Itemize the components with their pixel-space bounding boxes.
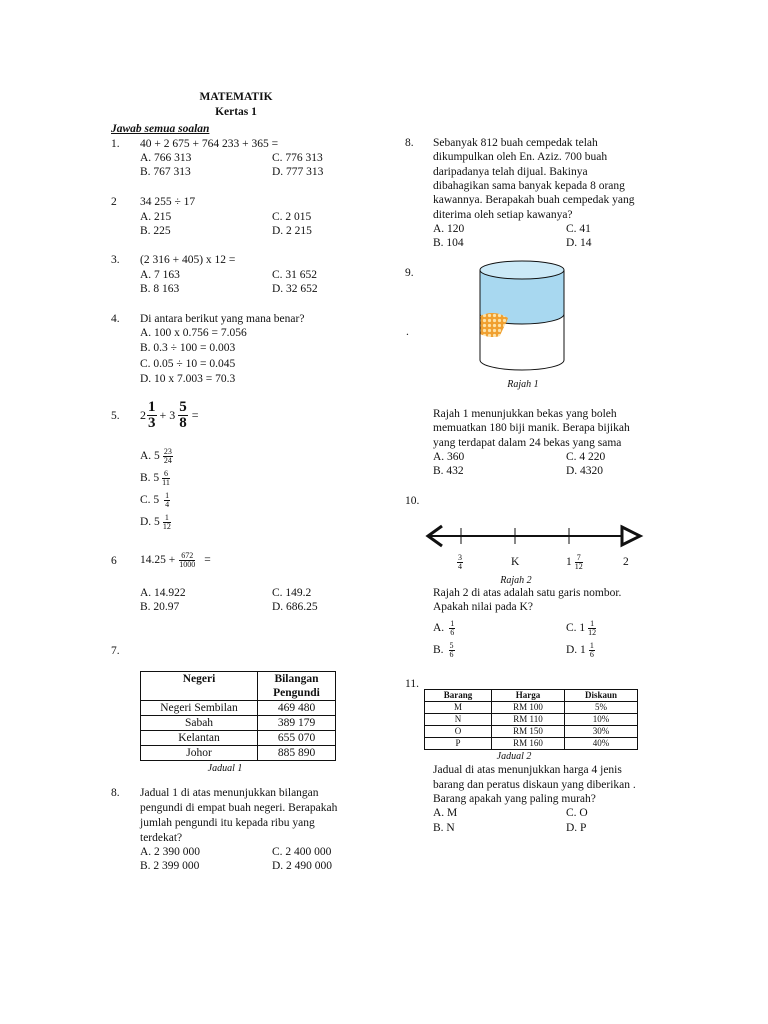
option-d: D. 1 $\frac{1}{6}$ [566, 640, 594, 659]
table-cell: Johor [141, 746, 258, 761]
question-text-line: pengundi di empat buah negeri. Berapakah [140, 802, 338, 814]
option-b: B. 432 [433, 465, 464, 477]
number-line [420, 520, 650, 550]
option-c: C. 31 652 [272, 269, 318, 281]
option-b: B. 767 313 [140, 166, 191, 178]
table-cell: O [425, 726, 492, 738]
question-text-line: barang dan peratus diskaun yang diberikan . [433, 779, 636, 791]
question-number: 6 [111, 555, 117, 567]
container-top [480, 261, 564, 279]
question-stem: 40 + 2 675 + 764 233 + 365 = [140, 138, 279, 150]
option-b: B. 225 [140, 225, 171, 237]
column-header: Negeri [141, 672, 258, 701]
right-arrow-icon [622, 527, 640, 545]
voters-table [140, 671, 336, 761]
question-text-line: diterima oleh setiap kawanya? [433, 209, 573, 221]
paper-label: Kertas 1 [215, 106, 257, 118]
tick-label: 2 [623, 556, 629, 568]
table-row [425, 738, 638, 750]
table-cell: 5% [565, 702, 638, 714]
table-header-row [141, 672, 336, 701]
table-cell: Sabah [141, 716, 258, 731]
column-header: Diskaun [565, 690, 638, 702]
question-stem: 34 255 ÷ 17 [140, 196, 196, 208]
table-cell: P [425, 738, 492, 750]
option-d: D. P [566, 822, 587, 834]
table-row [425, 702, 638, 714]
question-text-line: memuatkan 180 biji manik. Berapa bijikah [433, 422, 630, 434]
option-a: A. 215 [140, 211, 172, 223]
question-number: 10. [405, 495, 420, 507]
column-header: Barang [425, 690, 492, 702]
table-cell: M [425, 702, 492, 714]
option-b: B. 20.97 [140, 601, 180, 613]
question-text-line: terdekat? [140, 832, 183, 844]
table-cell: 389 179 [258, 716, 336, 731]
question-text-line: Jadual 1 di atas menunjukkan bilangan [140, 787, 319, 799]
option-c: C. 41 [566, 223, 591, 235]
equals-sign: = [191, 407, 199, 422]
option-d: D. 777 313 [272, 166, 324, 178]
question-number: 5. [111, 410, 120, 422]
stray-dot: . [406, 326, 409, 338]
question-text-line: Rajah 1 menunjukkan bekas yang boleh [433, 408, 617, 420]
option-a: A. 360 [433, 451, 465, 463]
figure-caption: Rajah 2 [500, 575, 532, 586]
column-header: Bilangan Pengundi [258, 672, 336, 701]
option-d: D. 10 x 7.003 = 70.3 [140, 373, 236, 385]
question-number: 4. [111, 313, 120, 325]
option-a: A. 5 $\frac{23}{24}$ [140, 446, 172, 465]
question-number: 7. [111, 645, 120, 657]
option-b: B. 2 399 000 [140, 860, 200, 872]
option-b: B. 104 [433, 237, 464, 249]
question-stem: 14.25 + $\frac{672}{1000}$ = [140, 550, 211, 569]
question-text-line: Sebanyak 812 buah cempedak telah [433, 137, 598, 149]
table-header-row [425, 690, 638, 702]
option-c: C. 2 400 000 [272, 846, 332, 858]
option-b: B. N [433, 822, 455, 834]
question-text-line: dibahagikan sama banyak kepada 8 orang [433, 180, 625, 192]
table-cell: 40% [565, 738, 638, 750]
option-a: A. 14.922 [140, 587, 186, 599]
table-cell: 30% [565, 726, 638, 738]
option-b: B. 5 $\frac{6}{11}$ [140, 468, 170, 487]
tick-label-k: K [511, 556, 520, 568]
question-text-line: Rajah 2 di atas adalah satu garis nombor. [433, 587, 622, 599]
question-number: 3. [111, 254, 120, 266]
table-cell: N [425, 714, 492, 726]
option-d: D. 14 [566, 237, 592, 249]
option-b: B. 8 163 [140, 283, 180, 295]
table-cell: RM 150 [492, 726, 565, 738]
fraction: $\frac{5}{8}$ [179, 398, 187, 431]
figure-caption: Rajah 1 [507, 379, 539, 390]
question-number: 9. [405, 267, 414, 279]
question-number: 8. [111, 787, 120, 799]
question-text-line: daripadanya telah dijual. Bakinya [433, 166, 588, 178]
question-text-line: kawannya. Berapakah buah cempedak yang [433, 194, 635, 206]
whole-number: 2 [140, 407, 146, 422]
table-caption: Jadual 2 [496, 751, 532, 762]
question-number: 8. [405, 137, 414, 149]
option-a: A. 7 163 [140, 269, 180, 281]
table-cell: 655 070 [258, 731, 336, 746]
table-caption: Jadual 1 [207, 763, 243, 774]
question-text-line: yang terdapat dalam 24 bekas yang sama [433, 437, 622, 449]
table-cell: RM 110 [492, 714, 565, 726]
question-text-line: Apakah nilai pada K? [433, 601, 533, 613]
option-a: A. M [433, 807, 458, 819]
page-title: MATEMATIK [199, 91, 273, 103]
option-a: A. 2 390 000 [140, 846, 201, 858]
table-cell: 469 480 [258, 701, 336, 716]
option-d: D. 686.25 [272, 601, 318, 613]
option-c: C. O [566, 807, 588, 819]
option-b: B. $\frac{5}{6}$ [433, 640, 454, 659]
table-row [141, 746, 336, 761]
option-a: A. 100 x 0.756 = 7.056 [140, 327, 247, 339]
table-cell: Negeri Sembilan [141, 701, 258, 716]
table-cell: 885 890 [258, 746, 336, 761]
table-row [141, 716, 336, 731]
instruction: Jawab semua soalan [111, 123, 210, 135]
container-diagram [472, 258, 572, 374]
tick-label: $\frac{3}{4}$ [458, 552, 462, 571]
question-text-line: dikumpulkan oleh En. Aziz. 700 buah [433, 151, 608, 163]
option-c: C. 0.05 ÷ 10 = 0.045 [140, 358, 236, 370]
question-text-line: Jadual di atas menunjukkan harga 4 jenis [433, 764, 622, 776]
question-number: 11. [405, 678, 419, 690]
table-cell: RM 160 [492, 738, 565, 750]
option-c: C. 4 220 [566, 451, 606, 463]
option-c: C. 776 313 [272, 152, 323, 164]
option-a: A. 766 313 [140, 152, 192, 164]
option-d: D. 5 $\frac{1}{12}$ [140, 512, 171, 531]
operator: + 3 [159, 407, 176, 422]
table-cell: RM 100 [492, 702, 565, 714]
option-b: B. 0.3 ÷ 100 = 0.003 [140, 342, 236, 354]
question-text-line: jumlah pengundi itu kepada ribu yang [140, 817, 315, 829]
option-c: C. 149.2 [272, 587, 312, 599]
table-row [141, 731, 336, 746]
table-row [425, 714, 638, 726]
question-stem: Di antara berikut yang mana benar? [140, 313, 305, 325]
option-a: A. $\frac{1}{6}$ [433, 618, 455, 637]
option-d: D. 2 490 000 [272, 860, 333, 872]
question-number: 2 [111, 196, 117, 208]
question-number: 1. [111, 138, 120, 150]
table-row [425, 726, 638, 738]
option-d: D. 2 215 [272, 225, 312, 237]
option-c: C. 5 $\frac{1}{4}$ [140, 490, 170, 509]
option-c: C. 1 $\frac{1}{12}$ [566, 618, 597, 637]
column-header: Harga [492, 690, 565, 702]
option-d: D. 32 652 [272, 283, 318, 295]
option-d: D. 4320 [566, 465, 604, 477]
option-c: C. 2 015 [272, 211, 312, 223]
table-cell: Kelantan [141, 731, 258, 746]
table-row [141, 701, 336, 716]
question-stem [140, 398, 199, 432]
table-cell: 10% [565, 714, 638, 726]
tick-label: 1 $\frac{7}{12}$ [566, 552, 583, 571]
fraction: $\frac{1}{3}$ [148, 398, 156, 431]
question-stem: (2 316 + 405) x 12 = [140, 254, 236, 266]
option-a: A. 120 [433, 223, 465, 235]
discount-table [424, 689, 638, 750]
question-text-line: Barang apakah yang paling murah? [433, 793, 596, 805]
